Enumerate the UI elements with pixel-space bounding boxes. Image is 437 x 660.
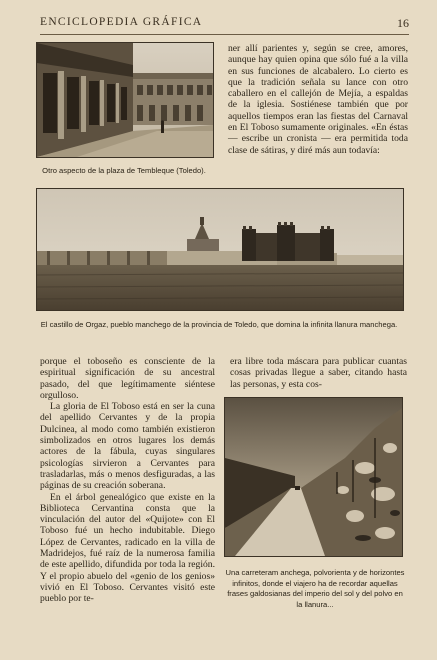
text-column-top-right bbox=[228, 43, 408, 156]
paragraph: porque el tobosеño es consciente de la espiritual significación de su ancestral pasado, del que legítimamente siéntese orgulloso. bbox=[40, 356, 215, 401]
tembleque-caption: Otro aspecto de la plaza de Tembleque (Toledo). bbox=[42, 166, 206, 175]
magazine-title: ENCICLOPEDIA GRÁFICA bbox=[40, 16, 203, 28]
text-column-bottom-left bbox=[40, 356, 215, 605]
paragraph: era libre toda máscara para publicar cuantas cosas privadas llegue a saber, citando hasta las personas, y esta cos- bbox=[230, 356, 407, 390]
orgaz-castle-image bbox=[37, 189, 403, 310]
orgaz-castle-photo bbox=[36, 188, 404, 311]
text-column-bottom-right bbox=[230, 356, 407, 390]
road-caption: Una carreteram anchega, polvorienta y de horizontes infinitos, donde el viajero ha de recordar aquellas frases galdosianas del imperio del sol y del polvo en la llanura... bbox=[225, 568, 405, 609]
paragraph: En el árbol genealógico que existe en la Biblioteca Cervantina consta que la vinculación del autor del «Quijote» con El Toboso fué un hecho indubitable. Diego López de Cervantes, radicado en la villa de Madridejos, fué raíz de la numerosa familia de este apellido, difundida por toda la región. Y el propio abuelo del «genio de los genios» vivió en El Toboso. Cervantes visitó este pueblo por te- bbox=[40, 491, 215, 605]
page-header bbox=[40, 14, 409, 35]
page-number: 16 bbox=[397, 16, 409, 30]
road-photo bbox=[224, 397, 403, 557]
tembleque-plaza-photo bbox=[36, 42, 214, 158]
paragraph: La gloria de El Toboso está en ser la cuna del apellido Cervantes y de la propia Dulcinea, al modo como también existieron simbolizados en otros lugares los demás actores de la fábula, cuyas singulares psicologías sirvieron a Cervantes para trasladarlas, más o menos desfiguradas, a las páginas de su creación soberana. bbox=[40, 401, 215, 492]
orgaz-caption: El castillo de Orgaz, pueblo manchego de la provincia de Toledo, que domina la infinita llanura manchega. bbox=[40, 320, 398, 329]
tembleque-plaza-image bbox=[37, 43, 213, 157]
paragraph: ner allí parientes y, según se cree, amores, aunque hay quien opina que sólo fué a la villa en sus funciones de alcabalero. Lo cierto es que la tradición señala su lance con otro caballero en el callejón de Mejía, a espaldas de la iglesia. Sostiénese también que por aquellos tiempos eran las fiestas del Carnaval en El Toboso sumamente originales. «En éstas — escribe un cronista — era permitida toda clase de sátiras, y diré más aun todavía: bbox=[228, 43, 408, 156]
road-image bbox=[225, 398, 402, 556]
